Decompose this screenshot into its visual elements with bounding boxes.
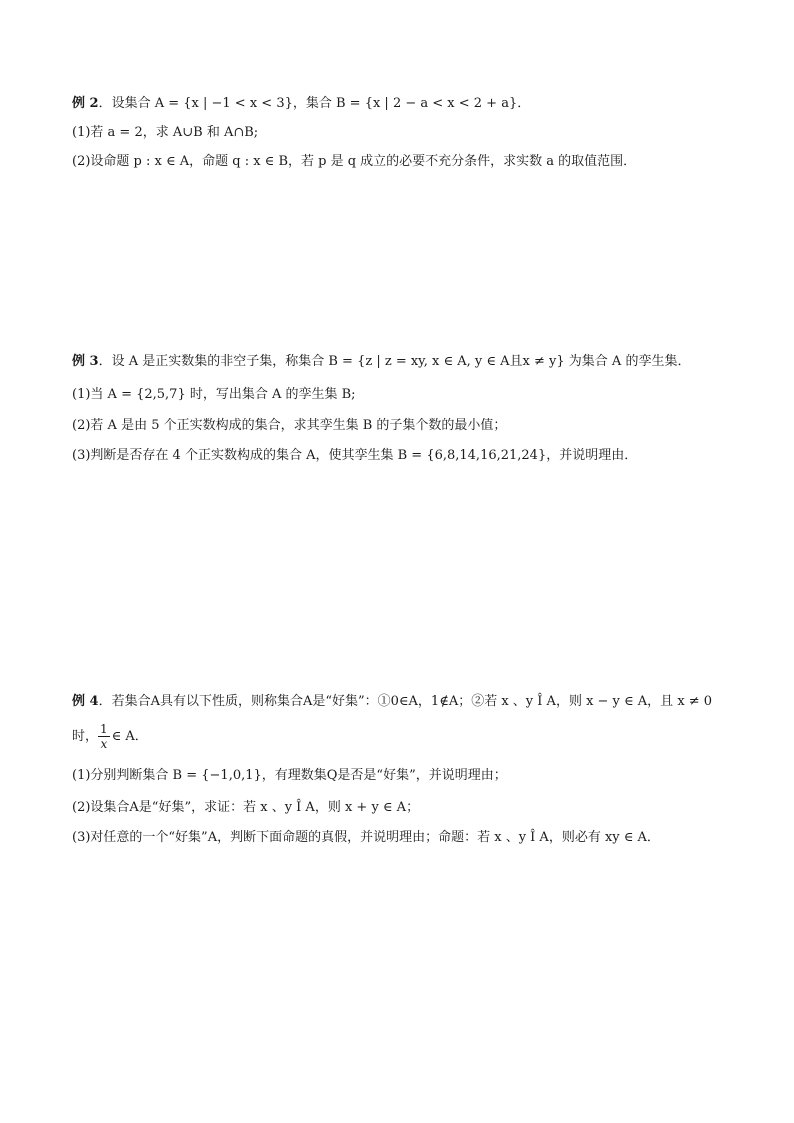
fraction-numerator: 1	[100, 722, 108, 736]
example-3-stem-text: ．设 A 是正实数集的非空子集，称集合 B = {z | z = xy, x ∈ A, y ∈ A且x ≠ y} 为集合 A 的孪生集．	[98, 354, 691, 369]
example-2-stem-text: ．设集合 A = {x | −1 < x < 3}，集合 B = {x | 2 − a < x < 2 + a}．	[98, 96, 531, 111]
example-3-stem	[72, 353, 690, 371]
example-4-stem	[72, 693, 712, 711]
example-2-question-2: (2)设命题 p : x ∈ A，命题 q : x ∈ B，若 p 是 q 成立的必要不充分条件，求实数 a 的取值范围．	[72, 154, 637, 169]
example-4-question-1: (1)分别判断集合 B = {−1,0,1}，有理数集Q是否是“好集”，并说明理由；	[72, 768, 507, 783]
example-3-question-2: (2)若 A 是由 5 个正实数构成的集合，求其孪生集 B 的子集个数的最小值；	[72, 418, 507, 433]
example-4-stem-continuation	[72, 722, 148, 752]
example-3-question-1: (1)当 A = {2,5,7} 时，写出集合 A 的孪生集 B;	[72, 387, 356, 402]
example-4-question-2: (2)设集合A是“好集”，求证：若 x 、y Î A，则 x + y ∈ A；	[72, 800, 420, 815]
example-4-label: 例 4	[72, 694, 99, 709]
example-4-question-3: (3)对任意的一个“好集”A，判断下面命题的真假，并说明理由；命题：若 x 、y Î A，则必有 xy ∈ A．	[72, 830, 660, 845]
one-over-x-fraction	[98, 722, 110, 751]
example-2-question-1: (1)若 a = 2，求 A∪B 和 A∩B;	[72, 125, 259, 140]
example-3-label: 例 3	[72, 354, 99, 369]
example-2-stem	[72, 95, 530, 113]
fraction-denominator: x	[100, 737, 108, 751]
example-4-stem-text: ．若集合A具有以下性质，则称集合A是“好集”：①0∈A，1∉A；②若 x 、y Î A，则 x − y ∈ A，且 x ≠ 0	[98, 694, 713, 709]
example-4-stem2-prefix: 时，	[72, 729, 99, 744]
example-4-stem2-suffix: ∈ A．	[111, 729, 148, 744]
example-3-question-3: (3)判断是否存在 4 个正实数构成的集合 A，使其孪生集 B = {6,8,14,16,21,24}，并说明理由．	[72, 448, 638, 463]
example-2-label: 例 2	[72, 96, 99, 111]
